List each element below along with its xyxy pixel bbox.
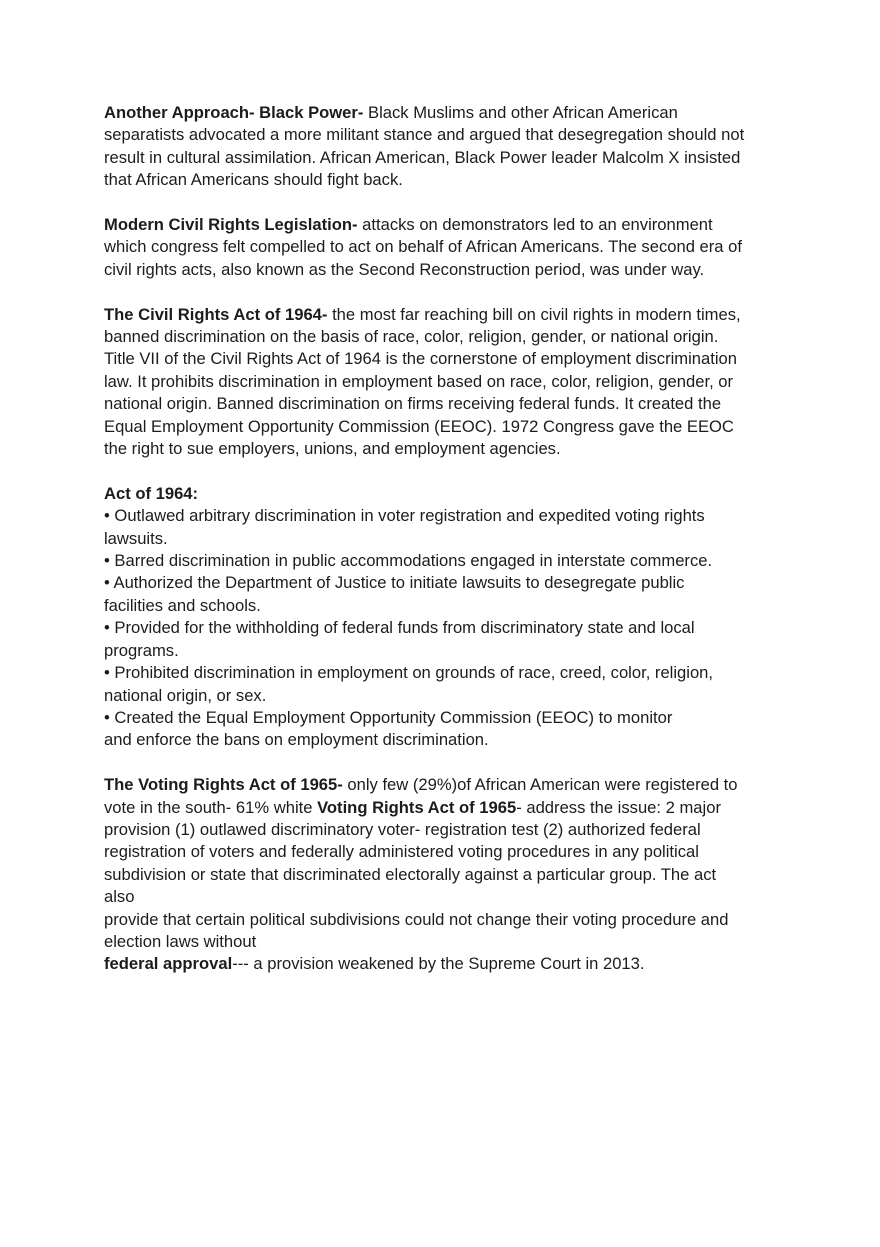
voting-text: - address the issue: 2 major xyxy=(516,797,721,817)
black-power-line-1 xyxy=(104,102,784,124)
civil-rights-line-7: the right to sue employers, unions, and employment agencies. xyxy=(104,439,561,459)
legislation-text: attacks on demonstrators led to an environment xyxy=(357,215,713,235)
federal-approval-text: federal approval xyxy=(104,954,233,974)
legislation-line-2: which congress felt compelled to act on behalf of African Americans. The second era of xyxy=(104,237,742,257)
voting-text: only few (29%)of African American were registered to xyxy=(342,775,738,795)
list-item: • Prohibited discrimination in employment on grounds of race, creed, color, religion, xyxy=(104,663,714,683)
act-1964-heading: Act of 1964: xyxy=(104,483,199,503)
voting-line-6: also xyxy=(104,887,135,907)
voting-text: vote in the south- 61% white xyxy=(104,797,318,817)
black-power-line-3: result in cultural assimilation. African American, Black Power leader Malcolm X insisted xyxy=(104,147,741,167)
voting-line-9 xyxy=(104,953,784,975)
legislation-line-3: civil rights acts, also known as the Second Reconstruction period, was under way. xyxy=(104,259,705,279)
black-power-line-2: separatists advocated a more militant stance and argued that desegregation should not xyxy=(104,125,745,145)
list-item: • Provided for the withholding of federal funds from discriminatory state and local xyxy=(104,618,695,638)
legislation-line-1 xyxy=(104,214,784,236)
voting-rights-paragraph xyxy=(104,774,784,976)
black-power-paragraph xyxy=(104,102,784,192)
black-power-line-4: that African Americans should fight back. xyxy=(104,170,403,190)
civil-rights-act-paragraph xyxy=(104,304,784,461)
voting-line-7: provide that certain political subdivisions could not change their voting procedure and xyxy=(104,909,729,929)
list-item: • Created the Equal Employment Opportunity Commission (EEOC) to monitor xyxy=(104,707,673,727)
voting-line-5: subdivision or state that discriminated electorally against a particular group. The act xyxy=(104,864,717,884)
voting-line-1 xyxy=(104,774,784,796)
list-item: national origin, or sex. xyxy=(104,685,267,705)
civil-rights-text: the most far reaching bill on civil rights in modern times, xyxy=(327,304,741,324)
list-item: lawsuits. xyxy=(104,528,168,548)
voting-line-3: provision (1) outlawed discriminatory voter- registration test (2) authorized federal xyxy=(104,819,701,839)
legislation-paragraph xyxy=(104,214,784,281)
list-item: and enforce the bans on employment discrimination. xyxy=(104,730,489,750)
legislation-heading: Modern Civil Rights Legislation- xyxy=(104,215,358,235)
voting-line-2 xyxy=(104,797,784,819)
civil-rights-line-5: national origin. Banned discrimination on firms receiving federal funds. It created the xyxy=(104,394,722,414)
list-item: • Barred discrimination in public accommodations engaged in interstate commerce. xyxy=(104,551,713,571)
list-item: • Authorized the Department of Justice to initiate lawsuits to desegregate public xyxy=(104,573,685,593)
voting-act-name: Voting Rights Act of 1965 xyxy=(317,797,517,817)
list-item: programs. xyxy=(104,640,179,660)
list-item: facilities and schools. xyxy=(104,595,261,615)
civil-rights-line-4: law. It prohibits discrimination in employment based on race, color, religion, gender, or xyxy=(104,371,734,391)
voting-heading: The Voting Rights Act of 1965- xyxy=(104,775,343,795)
black-power-heading: Another Approach- Black Power- xyxy=(104,103,364,122)
black-power-text: Black Muslims and other African American xyxy=(363,103,678,122)
voting-text: --- a provision weakened by the Supreme Court in 2013. xyxy=(232,954,645,974)
civil-rights-heading: The Civil Rights Act of 1964- xyxy=(104,304,328,324)
civil-rights-line-6: Equal Employment Opportunity Commission (EEOC). 1972 Congress gave the EEOC xyxy=(104,416,734,436)
act-1964-list xyxy=(104,483,784,752)
civil-rights-line-3: Title VII of the Civil Rights Act of 1964 is the cornerstone of employment discrimination xyxy=(104,349,738,369)
voting-line-8: election laws without xyxy=(104,931,257,951)
civil-rights-line-2: banned discrimination on the basis of race, color, religion, gender, or national origin. xyxy=(104,327,719,347)
civil-rights-line-1 xyxy=(104,304,784,326)
list-item: • Outlawed arbitrary discrimination in voter registration and expedited voting rights xyxy=(104,506,705,526)
document-page xyxy=(104,102,784,998)
voting-line-4: registration of voters and federally administered voting procedures in any political xyxy=(104,842,699,862)
